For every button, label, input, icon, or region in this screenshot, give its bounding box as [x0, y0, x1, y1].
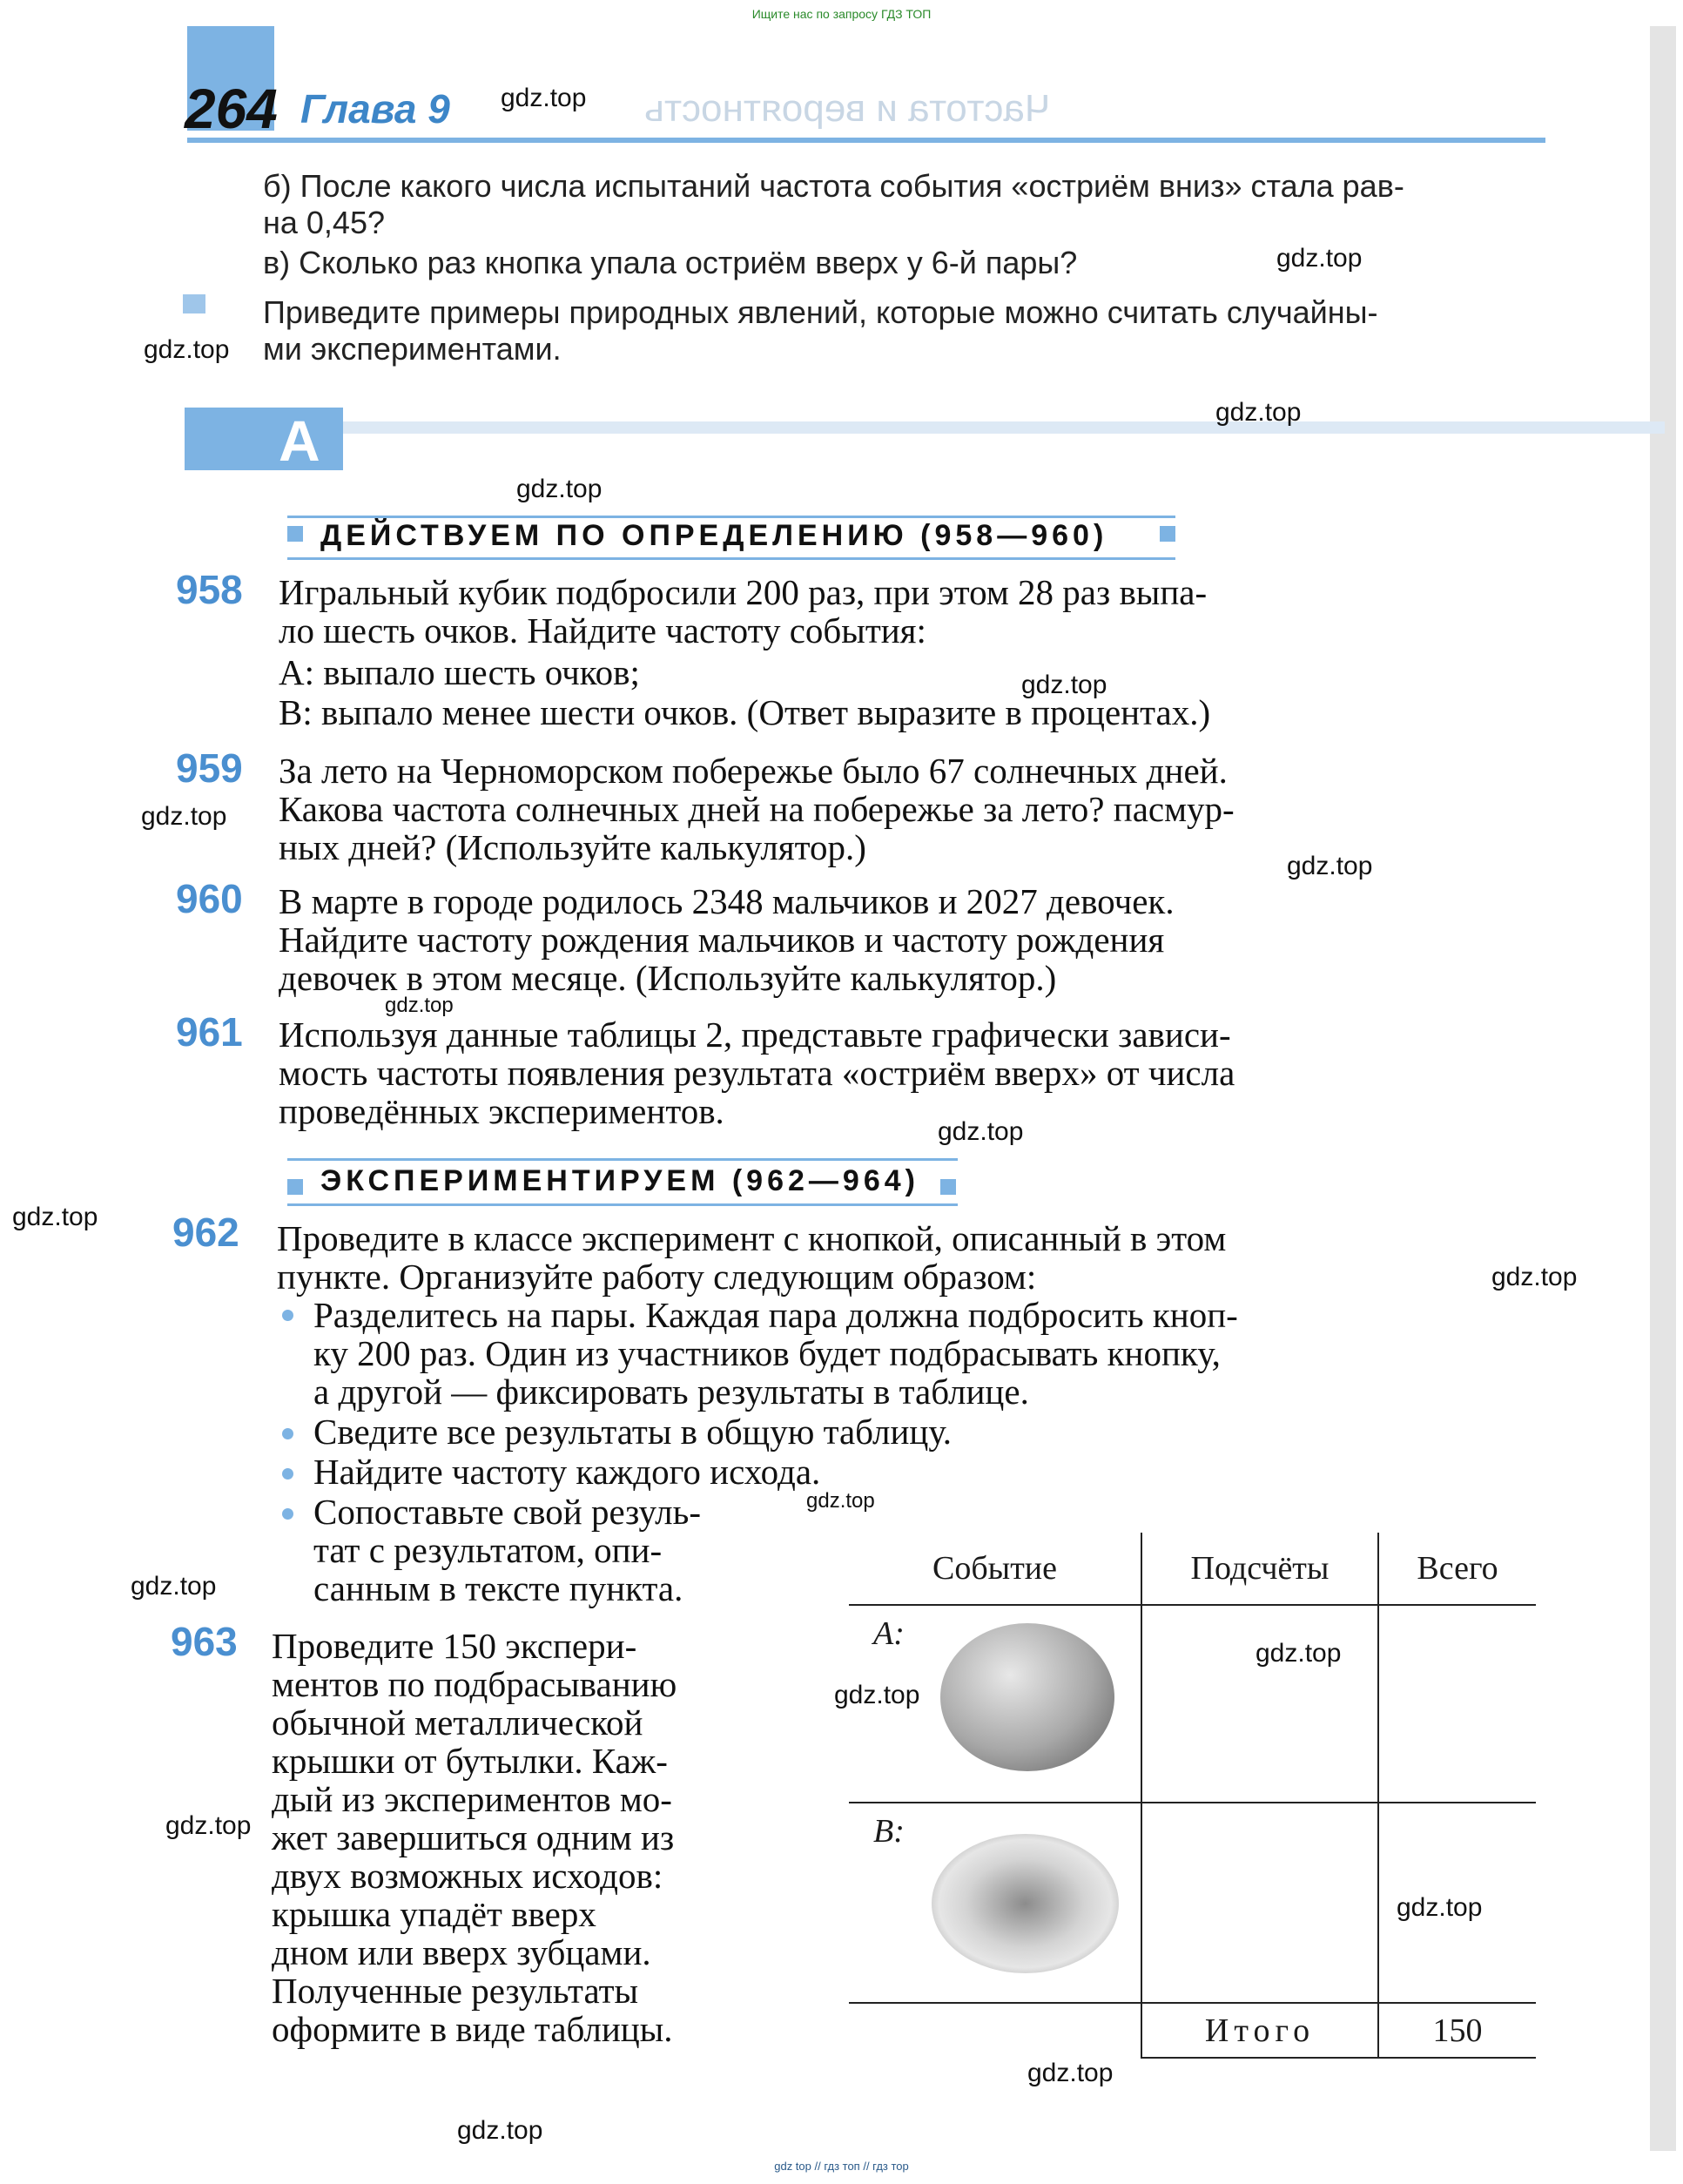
- problem-line: Проведите в классе эксперимент с кнопкой, описанный в этом: [277, 1218, 1227, 1258]
- header-rule: [187, 138, 1545, 143]
- row-a-counts: [1141, 1605, 1378, 1803]
- problem-line: дый из экспериментов мо-: [272, 1779, 672, 1819]
- col-header-event: Событие: [849, 1533, 1141, 1605]
- section-rule: [185, 421, 1665, 434]
- bullet-line: а другой — фиксировать результаты в таблице.: [313, 1372, 1029, 1412]
- watermark: gdz.top: [144, 335, 230, 364]
- watermark: gdz.top: [457, 2116, 543, 2145]
- intro-line: ми экспериментами.: [263, 331, 562, 367]
- row-a-total: [1378, 1605, 1536, 1803]
- heading-rule: [287, 557, 1175, 560]
- bottom-note: gdz top // гдз топ // гдз тор: [774, 2160, 909, 2173]
- top-note: Ищите нас по запросу ГДЗ ТОП: [751, 7, 932, 21]
- problem-line: оформите в виде таблицы.: [272, 2009, 673, 2049]
- heading-square-icon: [287, 1179, 303, 1195]
- problem-line: крышки от бутылки. Каж-: [272, 1741, 668, 1781]
- problem-line: дном или вверх зубцами.: [272, 1932, 651, 1972]
- watermark: gdz.top: [1397, 1893, 1483, 1922]
- bullet-icon: [282, 1468, 293, 1480]
- watermark: gdz.top: [12, 1203, 98, 1231]
- show-through-title: Частота и вероятность: [644, 87, 1051, 130]
- heading-rule: [287, 1158, 958, 1161]
- bullet-line: санным в тексте пункта.: [313, 1568, 683, 1608]
- watermark: gdz.top: [501, 84, 587, 112]
- problem-line: Проведите 150 экспери-: [272, 1626, 637, 1666]
- heading-square-icon: [940, 1179, 956, 1195]
- problem-number: 961: [176, 1009, 243, 1055]
- heading-rule: [287, 516, 1175, 518]
- total-value: 150: [1378, 2003, 1536, 2058]
- chapter-title: Глава 9: [300, 86, 450, 131]
- row-b-label: B:: [873, 1813, 905, 1850]
- intro-line: в) Сколько раз кнопка упала остриём вверх у 6-й пары?: [263, 245, 1078, 280]
- problem-line: жет завершиться одним из: [272, 1817, 675, 1857]
- problem-line: ных дней? (Используйте калькулятор.): [279, 827, 866, 867]
- problem-line: В марте в городе родилось 2348 мальчиков и 2027 девочек.: [279, 881, 1175, 921]
- problem-line: девочек в этом месяце. (Используйте калькулятор.): [279, 958, 1057, 998]
- watermark: gdz.top: [1021, 671, 1107, 699]
- col-header-counts: Подсчёты: [1141, 1533, 1378, 1605]
- watermark: gdz.top: [1287, 852, 1373, 880]
- bullet-line: тат с результатом, опи-: [313, 1530, 663, 1570]
- problem-line: двух возможных исходов:: [272, 1856, 663, 1896]
- watermark: gdz.top: [165, 1811, 252, 1840]
- problem-line: B: выпало менее шести очков. (Ответ выразите в процентах.): [279, 692, 1211, 732]
- watermark: gdz.top: [1256, 1639, 1342, 1668]
- total-label: Итого: [1141, 2003, 1378, 2058]
- watermark: gdz.top: [516, 475, 603, 503]
- watermark: gdz.top: [131, 1572, 217, 1601]
- problem-line: ментов по подбрасыванию: [272, 1664, 677, 1704]
- problem-line: пункте. Организуйте работу следующим образом:: [277, 1257, 1037, 1297]
- problem-number: 958: [176, 567, 243, 612]
- bullet-line: Разделитесь на пары. Каждая пара должна подбросить кноп-: [313, 1295, 1238, 1335]
- problem-number: 962: [172, 1210, 239, 1255]
- watermark: gdz.top: [806, 1489, 875, 1513]
- bullet-icon: [282, 1428, 293, 1439]
- watermark: gdz.top: [141, 802, 227, 831]
- watermark: gdz.top: [1276, 244, 1363, 273]
- problem-line: Полученные результаты: [272, 1971, 639, 2011]
- problem-line: проведённых экспериментов.: [279, 1091, 724, 1131]
- cap-down-image: [940, 1623, 1114, 1771]
- heading-square-icon: [1160, 526, 1175, 542]
- bullet-line: ку 200 раз. Один из участников будет подбрасывать кнопку,: [313, 1333, 1221, 1373]
- problem-line: мость частоты появления результата «остриём вверх» от числа: [279, 1053, 1235, 1093]
- row-b-counts: [1141, 1803, 1378, 2003]
- bullet-icon: [282, 1310, 293, 1321]
- heading-square-icon: [287, 526, 303, 542]
- row-a-label: A:: [873, 1615, 905, 1652]
- section-a-label: А: [279, 408, 320, 473]
- problem-number: 960: [176, 876, 243, 921]
- problem-line: Какова частота солнечных дней на побережье за лето? пасмур-: [279, 789, 1235, 829]
- watermark: gdz.top: [1215, 398, 1302, 427]
- page-edge: [1650, 26, 1676, 2151]
- cap-up-image: [932, 1834, 1119, 1973]
- heading-rule: [287, 1203, 958, 1206]
- problem-number: 963: [171, 1619, 238, 1664]
- intro-line: б) После какого числа испытаний частота события «остриём вниз» стала рав-: [263, 168, 1404, 204]
- col-header-total: Всего: [1378, 1533, 1536, 1605]
- total-spacer: [849, 2003, 1141, 2058]
- problem-line: крышка упадёт вверх: [272, 1894, 596, 1934]
- results-table: [849, 1533, 1536, 2059]
- problem-line: Игральный кубик подбросили 200 раз, при этом 28 раз выпа-: [279, 572, 1208, 612]
- watermark: gdz.top: [385, 994, 454, 1017]
- intro-line: на 0,45?: [263, 205, 385, 240]
- problem-line: Используя данные таблицы 2, представьте графически зависи-: [279, 1014, 1231, 1055]
- intro-line: Приведите примеры природных явлений, которые можно считать случайны-: [263, 294, 1378, 330]
- bullet-line: Сопоставьте свой резуль-: [313, 1492, 701, 1532]
- watermark: gdz.top: [1027, 2059, 1114, 2087]
- section-heading: ДЕЙСТВУЕМ ПО ОПРЕДЕЛЕНИЮ (958—960): [320, 519, 1108, 552]
- watermark: gdz.top: [938, 1117, 1024, 1146]
- section-heading: ЭКСПЕРИМЕНТИРУЕМ (962—964): [320, 1164, 919, 1197]
- bullet-line: Найдите частоту каждого исхода.: [313, 1452, 821, 1492]
- problem-line: Найдите частоту рождения мальчиков и частоту рождения: [279, 920, 1165, 960]
- problem-number: 959: [176, 745, 243, 791]
- problem-line: A: выпало шесть очков;: [279, 652, 640, 692]
- row-b-event: [849, 1803, 1141, 2003]
- page-number: 264: [185, 78, 278, 140]
- problem-line: обычной металлической: [272, 1702, 643, 1742]
- problem-line: ло шесть очков. Найдите частоту события:: [279, 610, 926, 650]
- bullet-line: Сведите все результаты в общую таблицу.: [313, 1412, 953, 1452]
- question-marker-icon: [183, 294, 205, 313]
- problem-line: За лето на Черноморском побережье было 67 солнечных дней.: [279, 751, 1228, 791]
- watermark: gdz.top: [1491, 1263, 1578, 1291]
- bullet-icon: [282, 1508, 293, 1520]
- watermark: gdz.top: [834, 1681, 920, 1709]
